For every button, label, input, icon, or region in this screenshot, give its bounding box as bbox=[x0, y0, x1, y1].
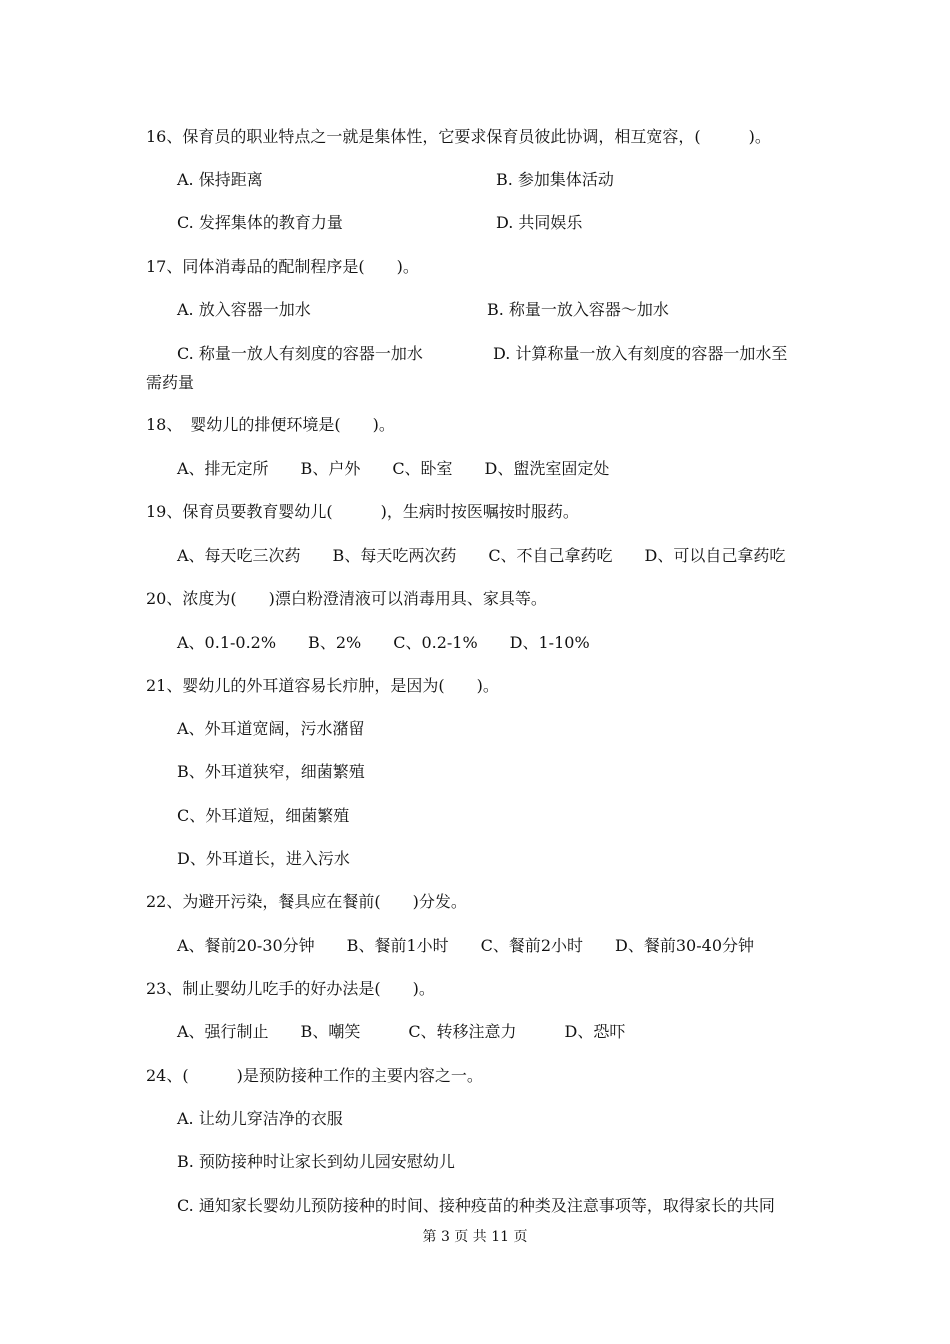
question-17-option-d: D. 计算称量一放入有刻度的容器一加水至 bbox=[493, 344, 788, 363]
question-19-options: A、每天吃三次药 B、每天吃两次药 C、不自己拿药吃 D、可以自己拿药吃 bbox=[177, 546, 786, 565]
question-17-option-b: B. 称量一放入容器～加水 bbox=[487, 300, 669, 319]
question-21-option-a: A、外耳道宽阔，污水潴留 bbox=[177, 719, 365, 738]
question-24-option-a: A. 让幼儿穿洁净的衣服 bbox=[177, 1109, 343, 1128]
question-21-option-c: C、外耳道短，细菌繁殖 bbox=[177, 806, 350, 825]
question-21-option-d: D、外耳道长，进入污水 bbox=[177, 849, 350, 868]
question-22-stem: 22、为避开污染，餐具应在餐前( )分发。 bbox=[146, 892, 467, 911]
question-23-options: A、强行制止 B、嘲笑 C、转移注意力 D、恐吓 bbox=[177, 1022, 626, 1041]
question-24-option-b: B. 预防接种时让家长到幼儿园安慰幼儿 bbox=[177, 1152, 455, 1171]
question-23-stem: 23、制止婴幼儿吃手的好办法是( )。 bbox=[146, 979, 435, 998]
question-21-option-b: B、外耳道狭窄，细菌繁殖 bbox=[177, 762, 365, 781]
question-22-options: A、餐前20-30分钟 B、餐前1小时 C、餐前2小时 D、餐前30-40分钟 bbox=[177, 936, 754, 955]
question-16-option-b: B. 参加集体活动 bbox=[496, 170, 614, 189]
question-16-option-d: D. 共同娱乐 bbox=[496, 213, 583, 232]
question-16-option-a: A. 保持距离 bbox=[177, 170, 263, 189]
question-24-option-c: C. 通知家长婴幼儿预防接种的时间、接种疫苗的种类及注意事项等，取得家长的共同 bbox=[177, 1196, 775, 1215]
question-16-stem: 16、保育员的职业特点之一就是集体性，它要求保育员彼此协调，相互宽容，( )。 bbox=[146, 127, 771, 146]
question-20-stem: 20、浓度为( )漂白粉澄清液可以消毒用具、家具等。 bbox=[146, 589, 547, 608]
question-18-options: A、排无定所 B、户外 C、卧室 D、盥洗室固定处 bbox=[177, 459, 610, 478]
question-21-stem: 21、婴幼儿的外耳道容易长疖肿，是因为( )。 bbox=[146, 676, 499, 695]
question-16-option-c: C. 发挥集体的教育力量 bbox=[177, 213, 343, 232]
question-24-stem: 24、( )是预防接种工作的主要内容之一。 bbox=[146, 1066, 483, 1085]
question-20-options: A、0.1-0.2% B、2% C、0.2-1% D、1-10% bbox=[177, 633, 590, 652]
question-17-option-d-continued: 需药量 bbox=[146, 373, 195, 392]
question-19-stem: 19、保育员要教育婴幼儿( )，生病时按医嘱按时服药。 bbox=[146, 502, 579, 521]
question-17-stem: 17、同体消毒品的配制程序是( )。 bbox=[146, 257, 419, 276]
question-18-stem: 18、 婴幼儿的排便环境是( )。 bbox=[146, 415, 395, 434]
question-17-option-c: C. 称量一放人有刻度的容器一加水 bbox=[177, 344, 423, 363]
page-number-footer: 第 3 页 共 11 页 bbox=[422, 1229, 528, 1245]
question-17-option-a: A. 放入容器一加水 bbox=[177, 300, 311, 319]
